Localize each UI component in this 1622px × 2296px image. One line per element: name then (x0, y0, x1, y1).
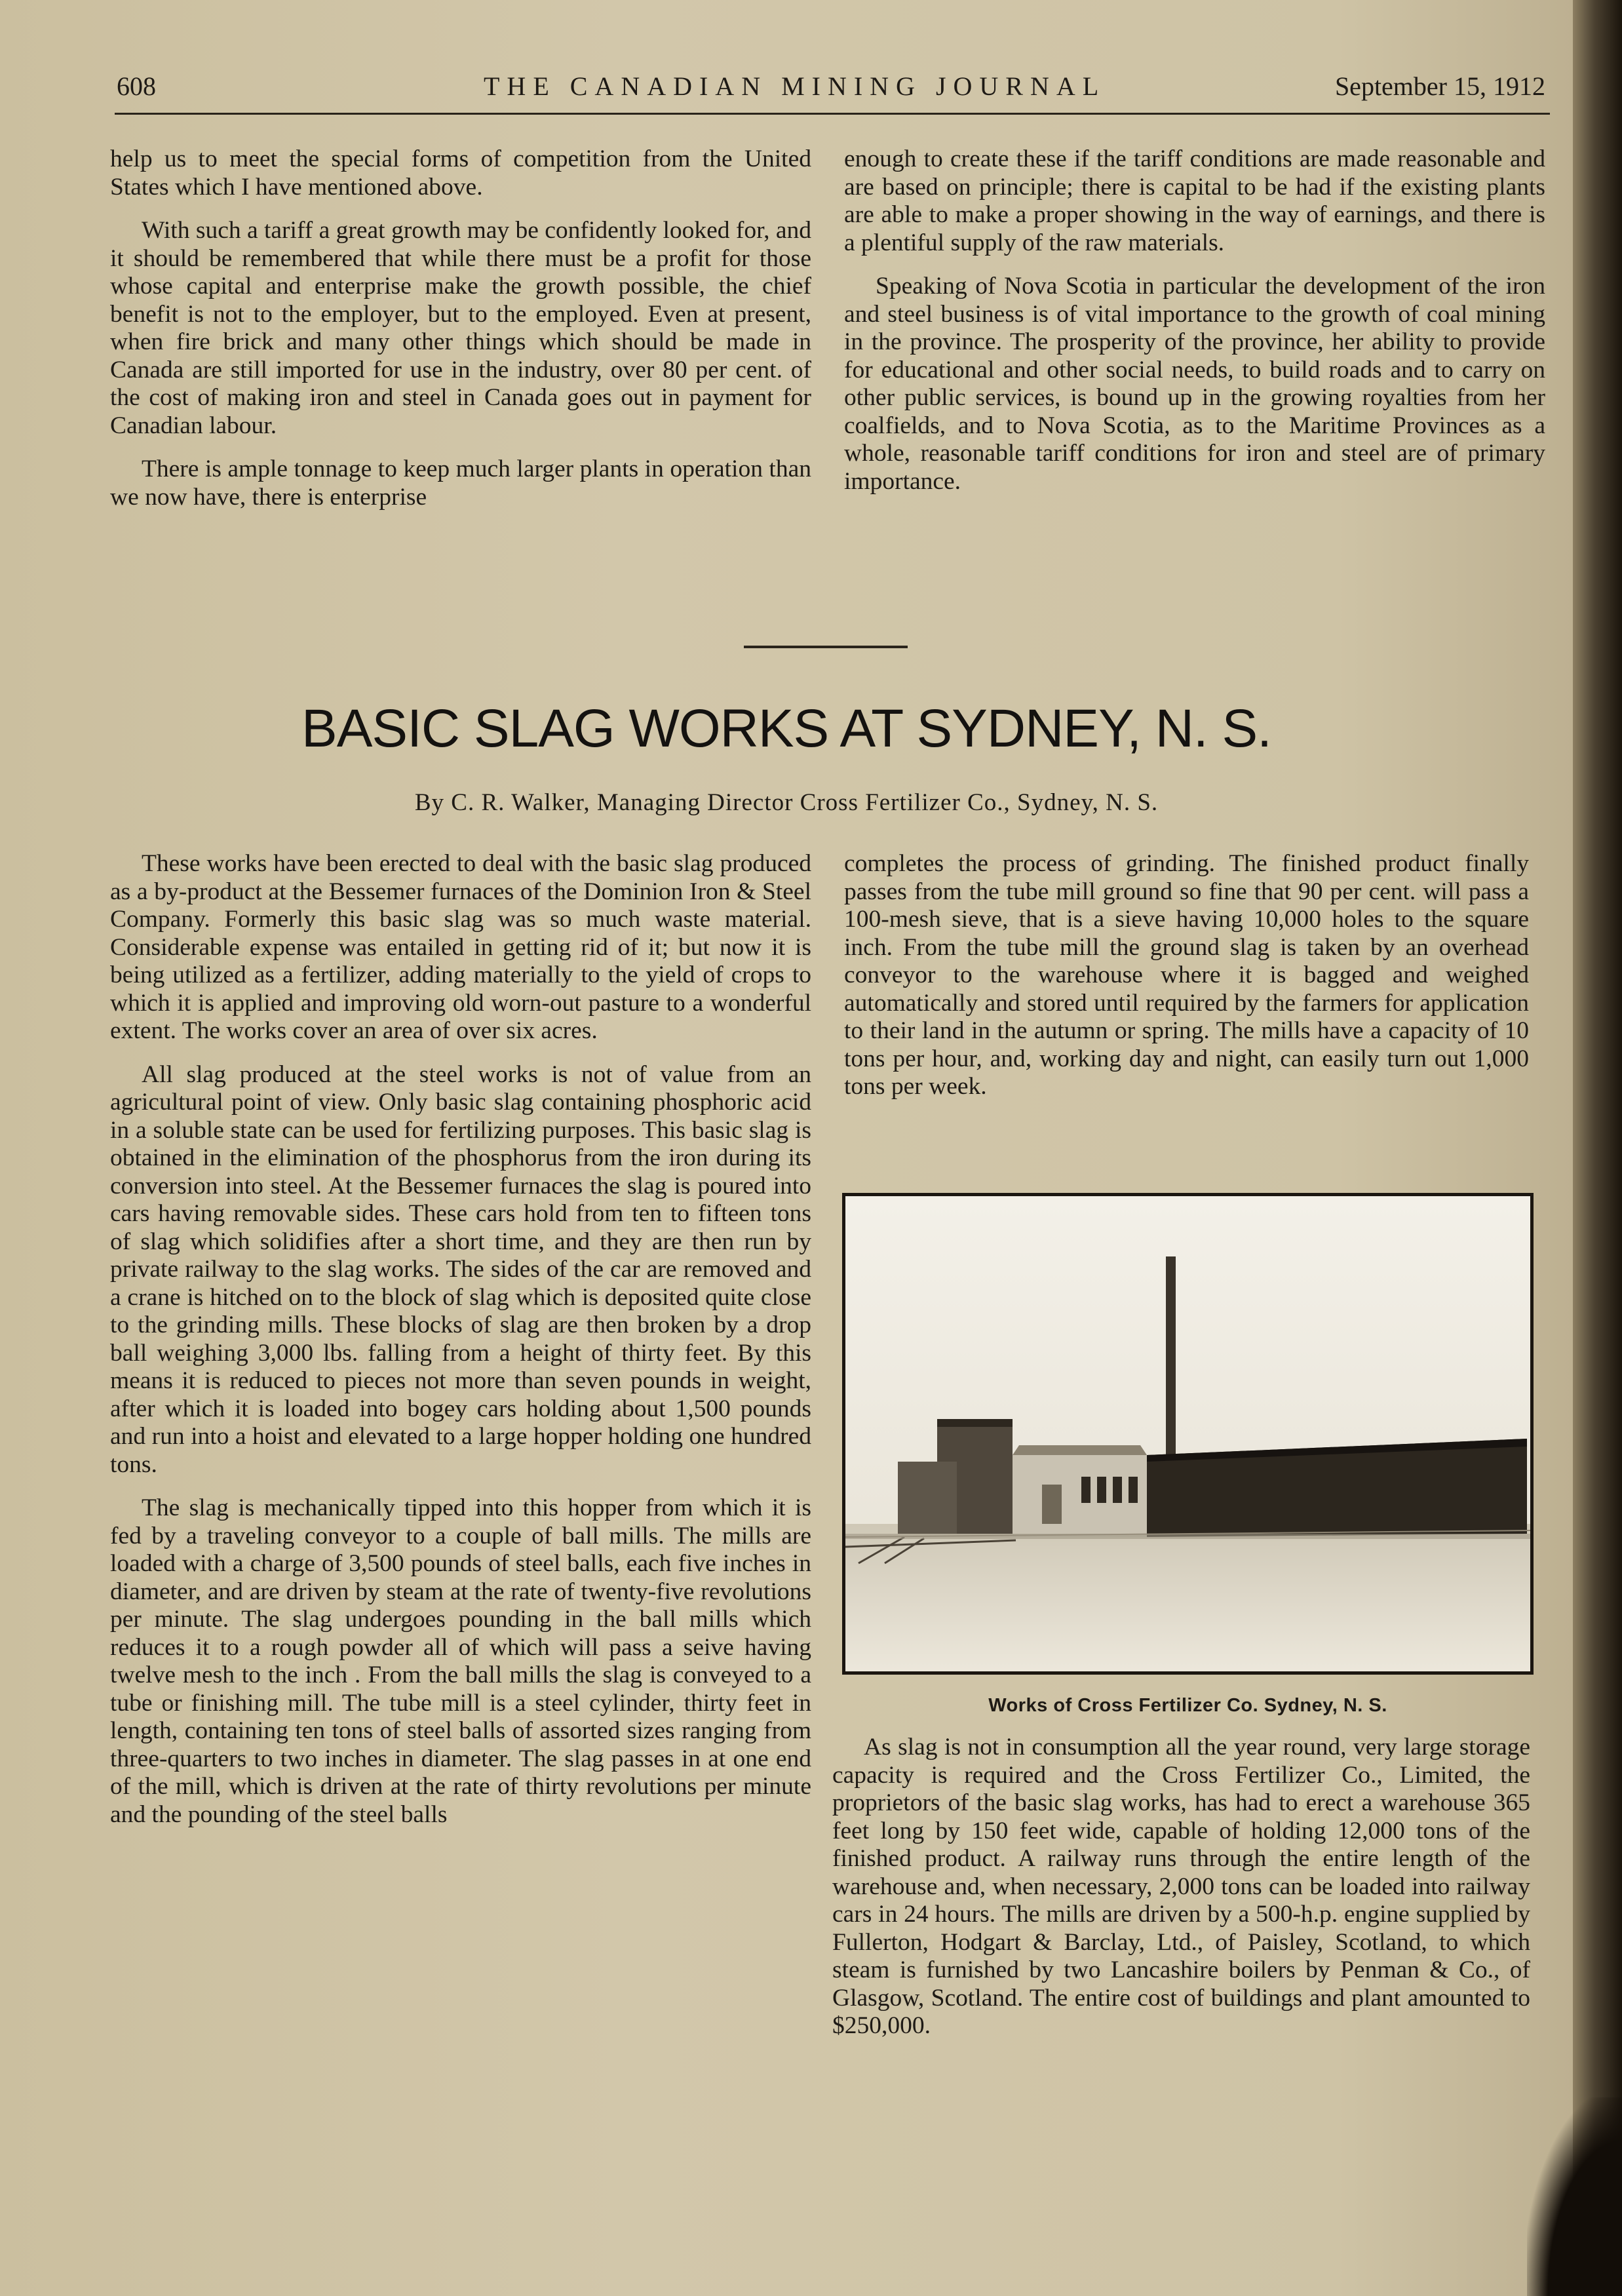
paragraph: The slag is mechanically tipped into this hopper from which it is fed by a traveling conveyor to a couple of ball mills. The mills are loaded with a charge of 3,500 pounds of steel balls, each five inches in diameter, and are driven by steam at the rate of twenty-five revolutions per minute. The slag undergoes pounding in the ball mills which reduces it to a rough powder all of which will pass a seive having twelve mesh to the inch . From the ball mills the slag is conveyed to a tube or finishing mill. The tube mill is a steel cylinder, thirty feet in length, containing ten tons of steel balls of assorted sizes ranging from three-quarters to two inches in diameter. The slag passes in at one end of the mill, which is driven at the rate of thirty revolutions per minute and the pounding of the steel balls (110, 1494, 811, 1828)
paragraph: These works have been erected to deal with the basic slag produced as a by-product at the Bessemer furnaces of the Dominion Iron & Steel Company. Formerly this basic slag was so much waste material. Considerable expense was entailed in getting rid of it; but now it is being utilized as a fertilizer, adding materially to the yield of crops to which it is applied and improving old worn-out pasture to a wonderful extent. The works cover an area of over six acres. (110, 850, 811, 1044)
paragraph: help us to meet the special forms of competition from the United States which I have mentioned above. (110, 146, 811, 201)
factory-illustration (845, 1196, 1530, 1671)
mill-building (1013, 1455, 1147, 1537)
page-corner-shadow (1527, 2097, 1622, 2296)
paragraph: With such a tariff a great growth may be confidently looked for, and it should be remembered that while there must be a profit for those whose capital and enterprise make the growth possible, the chief benefit is not to the employer, but to the employed. Even at present, when fire brick and many other things which should be made in Canada are still imported for use in the industry, over 80 per cent. of the cost of making iron and steel in Canada goes out in payment for Canadian labour. (110, 217, 812, 439)
paragraph: There is ample tonnage to keep much larger plants in operation than we now have, there is enterprise (110, 456, 811, 511)
journal-title: THE CANADIAN MINING JOURNAL (484, 71, 1106, 101)
paragraph: As slag is not in consumption all the year round, very large storage capacity is required and the Cross Fertilizer Co., Limited, the proprietors of the basic slag works, has had to erect a warehouse 365 feet long by 150 feet wide, capable of holding 12,000 tons of the finished product. A railway runs through the entire length of the warehouse and, when necessary, 2,000 tons can be loaded into railway cars in 24 hours. The mills are driven by a 500-h.p. engine supplied by Fullerton, Hodgart & Barclay, Ltd., of Paisley, Scotland, to which steam is furnished by two Lancashire boilers by Penman & Co., of Glasgow, Scotland. The entire cost of buildings and plant amounted to $250,000. (832, 1734, 1530, 2039)
previous-article-column-right (844, 146, 1545, 511)
left-wing-building (898, 1462, 957, 1534)
page-number: 608 (117, 71, 156, 101)
paragraph: All slag produced at the steel works is not of value from an agricultural point of view. Only basic slag containing phosphoric acid in a soluble state can be used for fertilizing purposes. This basic slag is obtained in the elimination of the phosphorus from the iron during its conversion into steel. At the Bessemer furnaces the slag is poured into cars having removable sides. These cars hold from ten to fifteen tons of slag which solidifies after a short time, and they are then run by private railway to the slag works. The sides of the car are removed and a crane is hitched on to the block of slag which is deposited quite close to the grinding mills. These blocks of slag are then broken by a drop ball weighing 3,000 lbs. falling from a height of thirty feet. By this means it is reduced to pieces not more than seven pounds in weight, after which it is loaded into bogey cars holding about 1,500 pounds and run into a hoist and elevated to a large hopper holding one hundred tons. (110, 1060, 811, 1478)
article-column-left (110, 850, 811, 1844)
book-spine-shadow (1573, 0, 1622, 2296)
header-rule (115, 113, 1550, 115)
article-column-right-top (844, 850, 1529, 1117)
article-column-right-bottom (832, 1734, 1530, 2056)
works-photograph (842, 1193, 1534, 1675)
issue-date: September 15, 1912 (1334, 71, 1545, 101)
photo-caption: Works of Cross Fertilizer Co. Sydney, N. S. (988, 1695, 1387, 1716)
running-header (117, 71, 1545, 110)
paragraph: completes the process of grinding. The finished product finally passes from the tube mill ground so fine that 90 per cent. will pass a 100-mesh sieve, that is a sieve having 10,000 holes to the square inch. From the tube mill the ground slag is taken by an overhead conveyor to the warehouse where it is bagged and weighed automatically and stored until required by the farmers for application to their land in the autumn or spring. The mills have a capacity of 10 tons per hour, and, working day and night, can easily turn out 1,000 tons per week. (844, 850, 1529, 1100)
previous-article-column-left (110, 146, 811, 527)
article-byline: By C. R. Walker, Managing Director Cross Fertilizer Co., Sydney, N. S. (414, 789, 1159, 816)
article-headline: BASIC SLAG WORKS AT SYDNEY, N. S. (301, 699, 1271, 758)
paragraph: enough to create these if the tariff conditions are made reasonable and are based on principle; there is capital to be had if the existing plants are able to make a proper showing in the way of earnings, and there is a plentiful supply of the raw materials. (844, 146, 1545, 256)
paragraph: Speaking of Nova Scotia in particular the development of the iron and steel business is of vital importance to the growth of coal mining in the province. The prosperity of the province, her ability to provide for educational and other social needs, to build roads and to carry on other public services, is bound up in the growing royalties from her coalfields, and to Nova Scotia, as to the Maritime Provinces as a whole, reasonable tariff conditions for iron and steel are of primary importance. (844, 273, 1545, 495)
section-divider (744, 646, 908, 648)
